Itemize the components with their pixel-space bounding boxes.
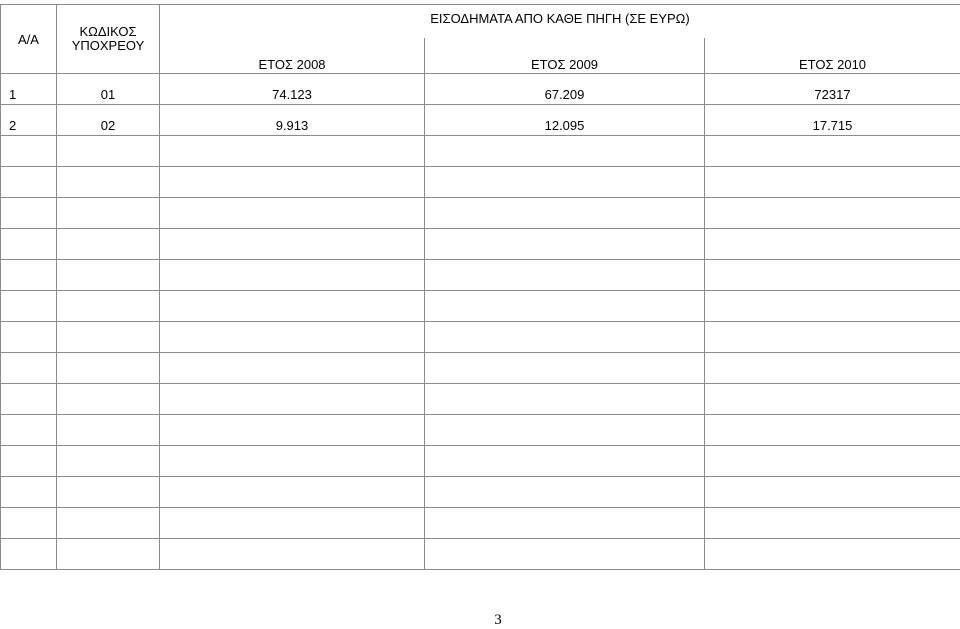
cell-aa — [1, 322, 57, 353]
cell-2008 — [160, 167, 425, 198]
cell-code — [57, 167, 160, 198]
cell-2010 — [705, 229, 960, 260]
table-row-empty — [1, 477, 960, 508]
table-row-empty — [1, 508, 960, 539]
cell-code: 02 — [57, 105, 160, 136]
cell-2010 — [705, 415, 960, 446]
cell-code — [57, 322, 160, 353]
cell-aa — [1, 446, 57, 477]
cell-2010 — [705, 539, 960, 570]
table-row-empty — [1, 198, 960, 229]
cell-2008: 74.123 — [160, 74, 425, 105]
cell-2010 — [705, 508, 960, 539]
cell-code — [57, 477, 160, 508]
table-row-empty — [1, 229, 960, 260]
cell-2008 — [160, 353, 425, 384]
cell-aa — [1, 229, 57, 260]
table-row-empty — [1, 260, 960, 291]
cell-aa: 2 — [1, 105, 57, 136]
cell-2009 — [425, 508, 705, 539]
table-row-empty — [1, 136, 960, 167]
cell-2009 — [425, 446, 705, 477]
cell-aa — [1, 477, 57, 508]
cell-2009 — [425, 198, 705, 229]
cell-aa: 1 — [1, 74, 57, 105]
cell-2010 — [705, 477, 960, 508]
table-body — [1, 74, 960, 570]
cell-2009 — [425, 353, 705, 384]
cell-2009 — [425, 167, 705, 198]
table-row-empty — [1, 353, 960, 384]
cell-aa — [1, 198, 57, 229]
cell-aa — [1, 508, 57, 539]
cell-code — [57, 198, 160, 229]
table-row-empty — [1, 291, 960, 322]
cell-2008 — [160, 136, 425, 167]
header-row-top — [1, 5, 960, 39]
cell-2008 — [160, 260, 425, 291]
cell-code: 01 — [57, 74, 160, 105]
header-year-2009: ΕΤΟΣ 2009 — [425, 38, 705, 74]
header-aa: Α/Α — [1, 5, 57, 74]
header-taxpayer-code — [57, 5, 160, 74]
cell-code — [57, 539, 160, 570]
cell-code — [57, 136, 160, 167]
cell-2009 — [425, 229, 705, 260]
cell-2009 — [425, 260, 705, 291]
cell-2010 — [705, 260, 960, 291]
cell-aa — [1, 291, 57, 322]
cell-2008 — [160, 291, 425, 322]
header-year-2010: ΕΤΟΣ 2010 — [705, 38, 960, 74]
header-income-group: ΕΙΣΟΔΗΜΑΤΑ ΑΠΟ ΚΑΘΕ ΠΗΓΗ (ΣΕ ΕΥΡΩ) — [160, 5, 960, 39]
cell-aa — [1, 353, 57, 384]
cell-2010 — [705, 384, 960, 415]
cell-2008 — [160, 384, 425, 415]
cell-2010: 17.715 — [705, 105, 960, 136]
cell-2010 — [705, 353, 960, 384]
cell-code — [57, 260, 160, 291]
income-table — [0, 4, 960, 570]
cell-2008 — [160, 415, 425, 446]
cell-code — [57, 446, 160, 477]
table-row-empty — [1, 384, 960, 415]
cell-2008 — [160, 508, 425, 539]
cell-code — [57, 291, 160, 322]
cell-2009 — [425, 384, 705, 415]
cell-2009 — [425, 477, 705, 508]
cell-2010 — [705, 322, 960, 353]
cell-aa — [1, 260, 57, 291]
cell-2008 — [160, 322, 425, 353]
cell-2010 — [705, 446, 960, 477]
cell-aa — [1, 136, 57, 167]
table-row-empty — [1, 446, 960, 477]
table-row-empty — [1, 167, 960, 198]
cell-2009: 67.209 — [425, 74, 705, 105]
cell-code — [57, 384, 160, 415]
cell-aa — [1, 539, 57, 570]
header-year-2008: ΕΤΟΣ 2008 — [160, 38, 425, 74]
cell-2009 — [425, 415, 705, 446]
cell-2009 — [425, 539, 705, 570]
cell-2009 — [425, 322, 705, 353]
cell-2009 — [425, 136, 705, 167]
cell-aa — [1, 415, 57, 446]
cell-code — [57, 353, 160, 384]
cell-2010 — [705, 291, 960, 322]
header-code-line2: ΥΠΟΧΡΕΟΥ — [72, 38, 145, 53]
cell-aa — [1, 167, 57, 198]
cell-2008 — [160, 446, 425, 477]
table-row-empty — [1, 539, 960, 570]
cell-code — [57, 415, 160, 446]
cell-code — [57, 508, 160, 539]
header-code-line1: ΚΩΔΙΚΟΣ — [79, 24, 136, 39]
table-row — [1, 74, 960, 105]
cell-2010 — [705, 198, 960, 229]
cell-code — [57, 229, 160, 260]
cell-2009: 12.095 — [425, 105, 705, 136]
cell-2010 — [705, 167, 960, 198]
cell-2010 — [705, 136, 960, 167]
cell-2008: 9.913 — [160, 105, 425, 136]
table-row-empty — [1, 415, 960, 446]
table-row-empty — [1, 322, 960, 353]
cell-2008 — [160, 229, 425, 260]
cell-2009 — [425, 291, 705, 322]
cell-2008 — [160, 539, 425, 570]
table-row — [1, 105, 960, 136]
page-number: 3 — [0, 612, 960, 629]
cell-2008 — [160, 198, 425, 229]
cell-2010: 72317 — [705, 74, 960, 105]
cell-aa — [1, 384, 57, 415]
cell-2008 — [160, 477, 425, 508]
